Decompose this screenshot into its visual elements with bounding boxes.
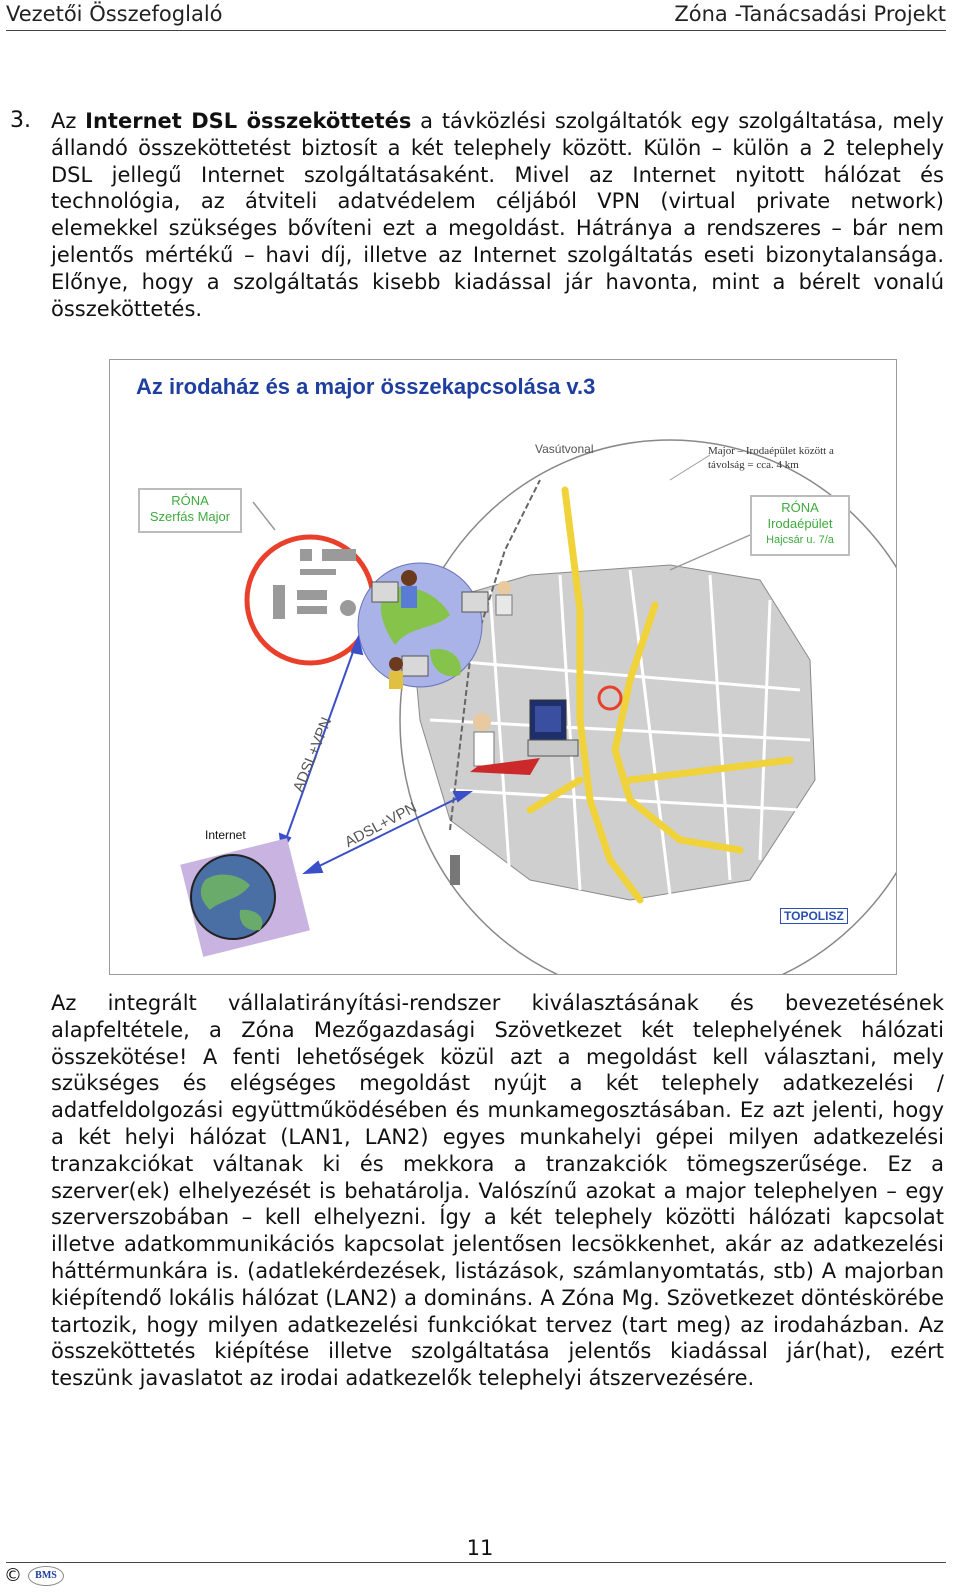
farm-label-name: Szerfás Major [149,509,231,524]
paragraph-2: Az integrált vállalatirányítási-rendszer kiválasztásának és bevezetésének alapfeltétele, a Zóna Mezőgazdasági Szövetkezet két telephelyének hálózati összekötése! A fenti lehetőségek közül azt a megoldást kell választani, mely szükséges és elégséges megoldást nyújt a két telephely adatkezelési / adatfeldolgozási együttműködésében és munkamegosztásában. Ez azt jelenti, hogy a két helyi hálózat (LAN1, LAN2) egyes munkahelyi gépei milyen adatkezelési tranzakciókat váltanak ki és mekkora a tranzakciók tömegszerűsége. Ez a szerver(ek) elhelyezését is behatárolja. Valószínű azokat a major telephelyen – egy szerverszobában – kell elhelyezni. Így a két telephely közötti hálózati kapcsolat illetve adatkommunikációs kapcsolat jelentősen lecsökkenhet, akár az adatkezelési háttérmunkára is. (adatlekérdezések, listázások, számlanyomtatás, stb) A majorban kiépítendő lokális hálózat (LAN2) a domináns. A Zóna Mg. Szövetkezet döntéskörébe tartozik, hogy milyen adatkezelési funkciókat tervez (tart meg) az irodaházban. Az összeköttetés kiépítése illetve szolgáltatása jelentős kiadással jár(hat), ezért teszünk javaslatot az irodai adatkezelők telephelyi átszervezésére. [51,991,944,1391]
section-number: 3. [10,108,31,133]
section-paragraph [51,108,944,322]
footer-divider [6,1562,946,1563]
farm-label-line1: RÓNA [171,493,209,508]
adsl-label-vertical: ADSL+VPN [290,714,336,795]
farm-label-box [138,488,242,533]
office-label-line1: RÓNA [781,500,819,515]
copyright-symbol: © [4,1565,22,1586]
page-number: 11 [466,1536,494,1560]
map-logo: TOPOLISZ [780,908,848,924]
office-label-line3: Hajcsár u. 7/a [766,534,834,546]
adsl-label-diagonal: ADSL+VPN [342,799,420,852]
map-scale-marker [450,855,460,885]
office-label-connector [670,535,750,570]
distance-note-line2: távolság = cca. 4 km [708,459,799,471]
paragraph-body: a távközlési szolgáltatók egy szolgáltatása, mely állandó összeköttetést biztosít a két telephely között. Külön – külön a 2 telephely DSL jellegű Internet szolgáltatásaként. Mivel az Internet nyitott hálózat és technológia, az átviteli adatvédelem céljából VPN (virtual private network) elemekkel szükséges bővíteni ezt a megoldást. Hátránya a rendszeres – bár nem jelentős mértékű – havi díj, illetve az Internet szolgáltatás eseti bizonytalansága. Előnye, hogy a szolgáltatás kisebb kiadással jár havonta, mint a bérelt vonalú összeköttetés. [51,109,944,321]
header-right-title: Zóna -Tanácsadási Projekt [674,2,946,26]
network-figure [109,359,897,975]
paragraph-bold-term: Internet DSL összeköttetés [85,109,412,133]
distance-note [708,444,834,472]
railway-label: Vasútvonal [535,442,594,456]
internet-label: Internet [205,828,246,842]
figure-title: Az irodaház és a major összekapcsolása v.3 [136,374,596,399]
distance-connector [670,455,710,480]
office-label-line2: Irodaépület [767,516,833,531]
office-label-box [750,495,850,556]
adsl-link-office [305,792,470,873]
farm-label-connector [253,502,275,530]
page-header [6,0,946,31]
paragraph-intro: Az [51,109,86,133]
distance-note-line1: Major – Irodaépület között a [708,445,834,457]
header-left-title: Vezetői Összefoglaló [6,2,223,26]
bms-logo: BMS [28,1566,64,1586]
